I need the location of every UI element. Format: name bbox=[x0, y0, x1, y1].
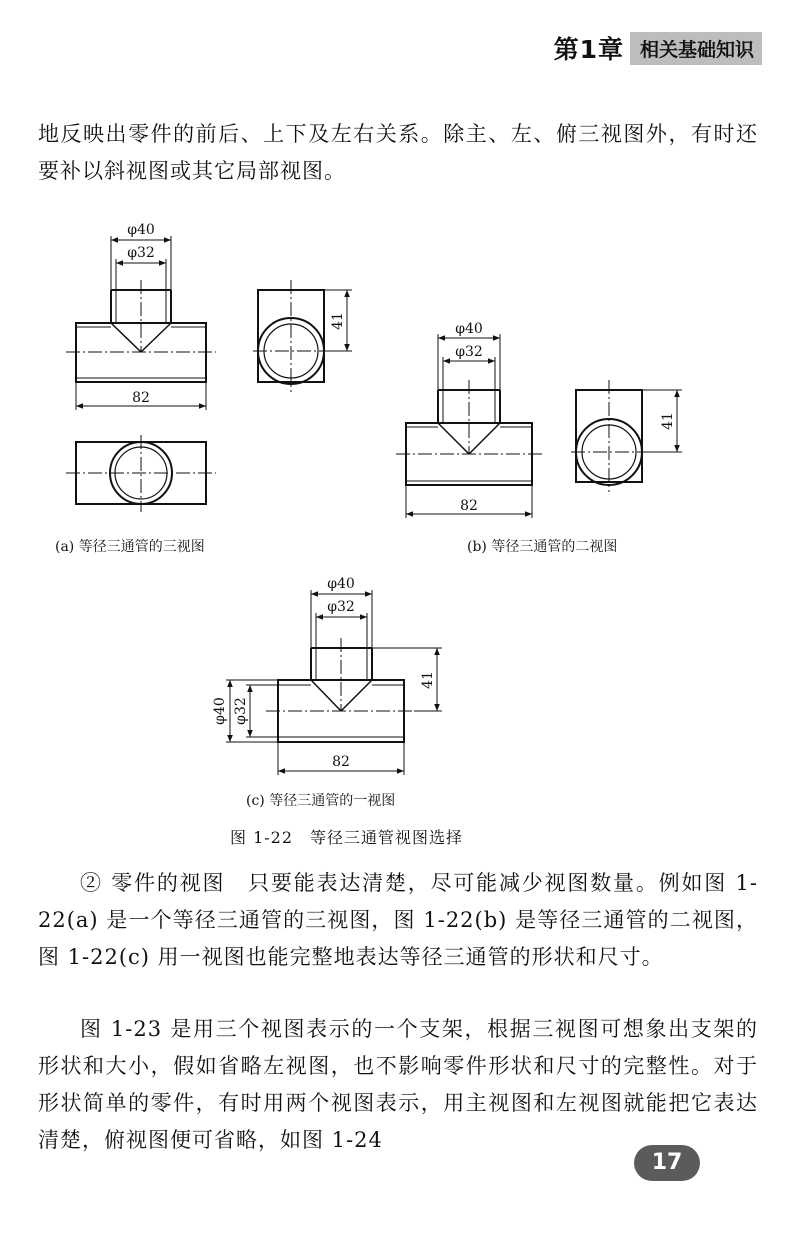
view-c-front bbox=[266, 638, 414, 742]
view-a-left bbox=[253, 280, 329, 392]
paragraph-bracket: 图 1-23 是用三个视图表示的一个支架，根据三视图可想象出支架的形状和大小，假如省略左视图，也不影响零件形状和尺寸的完整性。对于形状简单的零件，有时用两个视图表示，用主视图和左视图就能把它表达清楚，俯视图便可省略，如图 1-24 bbox=[38, 1017, 758, 1152]
caption-c: (c) 等径三通管的一视图 bbox=[246, 793, 396, 809]
dim-c-d40: φ40 bbox=[327, 576, 355, 592]
dim-b-h41: 41 bbox=[660, 412, 676, 430]
dim-b-w82: 82 bbox=[460, 498, 478, 514]
caption-b: (b) 等径三通管的二视图 bbox=[467, 539, 618, 555]
chapter-number: 第1章 bbox=[553, 35, 624, 64]
chapter-title: 相关基础知识 bbox=[630, 32, 762, 65]
dim-a-d32: φ32 bbox=[127, 245, 155, 261]
dim-c-w82: 82 bbox=[332, 754, 350, 770]
dim-a-w82: 82 bbox=[132, 390, 150, 406]
dim-c-vd32: φ32 bbox=[233, 697, 249, 725]
figure-title: 图 1-22 等径三通管视图选择 bbox=[230, 828, 464, 847]
dim-c-vd40: φ40 bbox=[212, 697, 228, 725]
view-a-front bbox=[66, 280, 216, 382]
view-c-dimensions bbox=[226, 590, 442, 775]
caption-a: (a) 等径三通管的三视图 bbox=[55, 539, 205, 555]
dim-a-h41: 41 bbox=[330, 312, 346, 330]
dim-c-h41: 41 bbox=[420, 671, 436, 689]
paragraph-views: ② 零件的视图 只要能表达清楚，尽可能减少视图数量。例如图 1-22(a) 是一个等径三通管的三视图，图 1-22(b) 是等径三通管的二视图，图 1-22(c) 用一视图也能完整地表达等径三通管的形状和尺寸。 bbox=[38, 871, 758, 969]
dim-b-d40: φ40 bbox=[455, 321, 483, 337]
view-b-left bbox=[571, 380, 647, 492]
view-b-front bbox=[396, 380, 542, 485]
dim-b-d32: φ32 bbox=[455, 344, 483, 360]
view-a-top bbox=[66, 435, 216, 512]
dim-a-d40: φ40 bbox=[127, 222, 155, 238]
dim-c-d32: φ32 bbox=[327, 599, 355, 615]
page-number: 17 bbox=[634, 1145, 700, 1181]
paragraph-intro: 地反映出零件的前后、上下及左右关系。除主、左、俯三视图外，有时还要补以斜视图或其它局部视图。 bbox=[38, 122, 758, 183]
